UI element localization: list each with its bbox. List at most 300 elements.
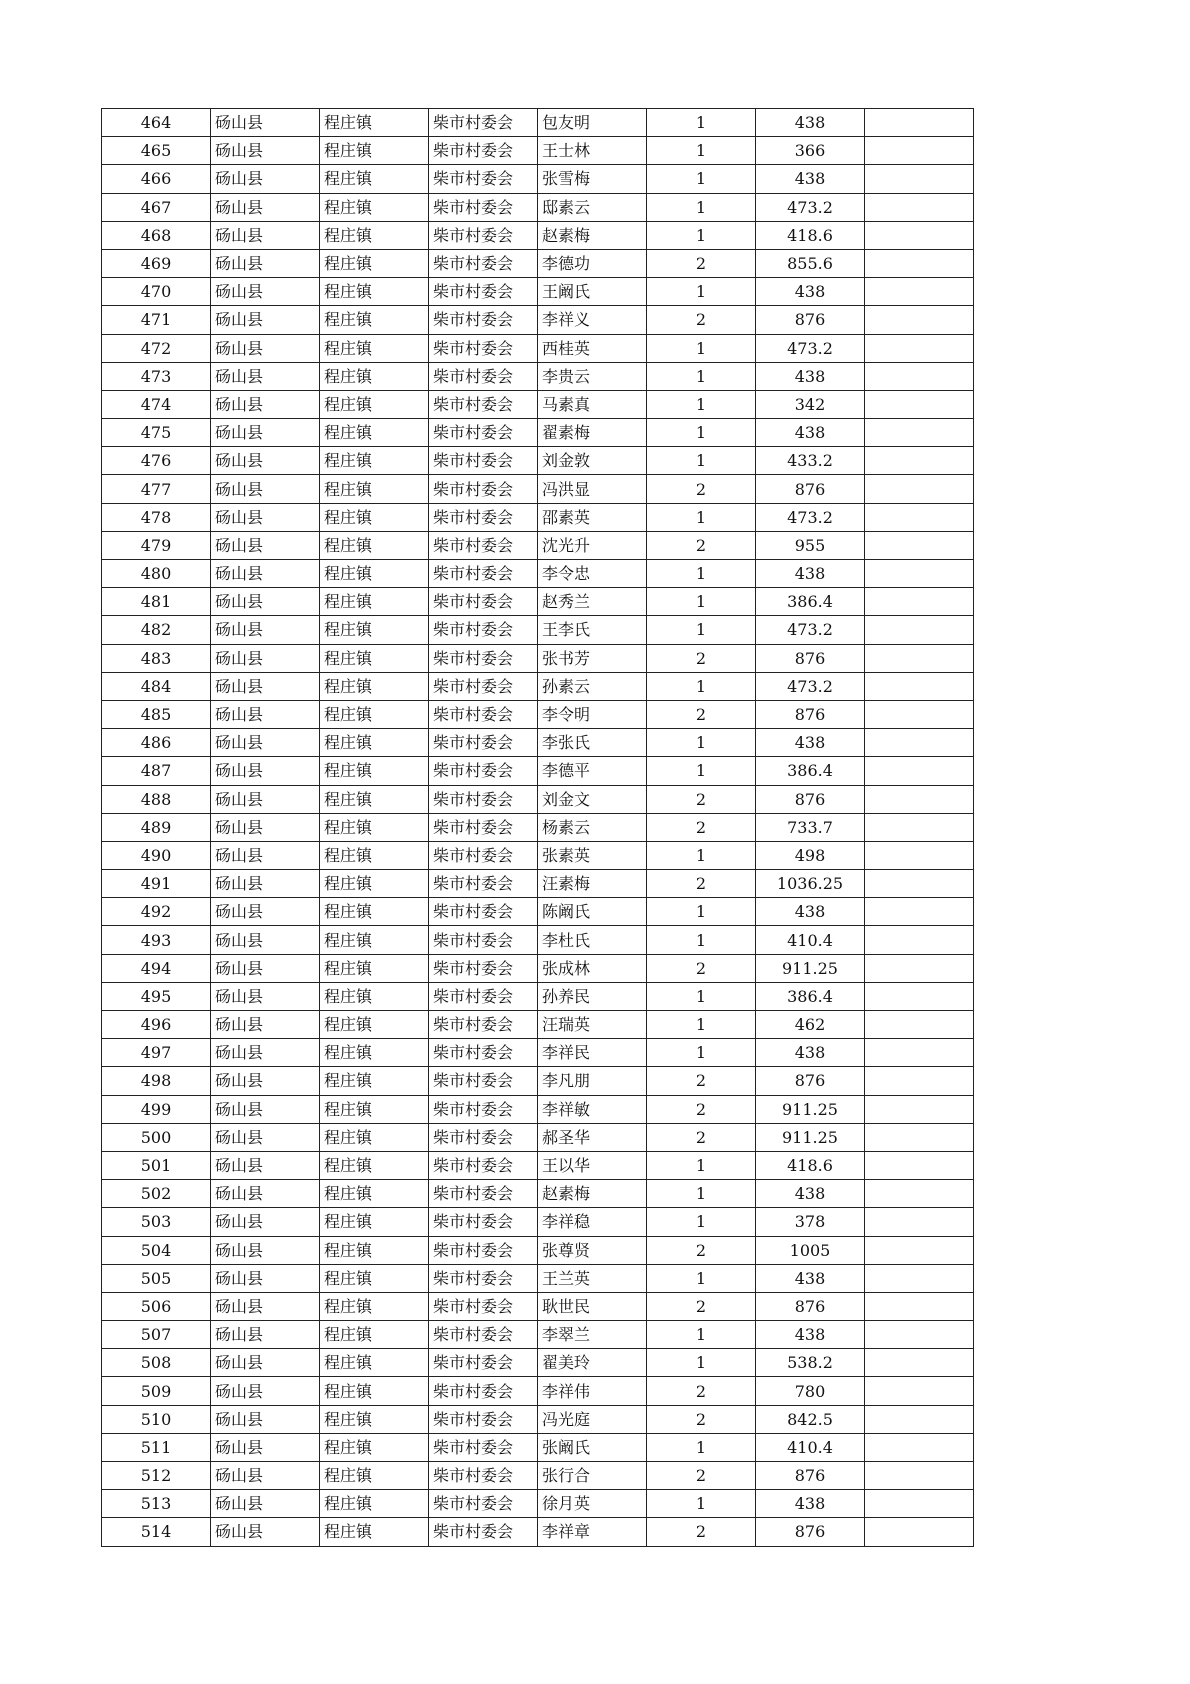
row-number-cell: 479 xyxy=(102,531,211,559)
table-row xyxy=(102,1151,974,1179)
amount-cell: 538.2 xyxy=(756,1349,865,1377)
town-cell: 程庄镇 xyxy=(320,1433,429,1461)
household-count-cell: 1 xyxy=(647,1349,756,1377)
household-count-cell: 1 xyxy=(647,447,756,475)
name-cell: 张尊贤 xyxy=(538,1236,647,1264)
household-count-cell: 1 xyxy=(647,362,756,390)
name-cell: 陈阚氏 xyxy=(538,898,647,926)
household-count-cell: 2 xyxy=(647,1518,756,1546)
name-cell: 赵秀兰 xyxy=(538,588,647,616)
amount-cell: 386.4 xyxy=(756,982,865,1010)
household-count-cell: 1 xyxy=(647,193,756,221)
name-cell: 沈光升 xyxy=(538,531,647,559)
row-number-cell: 505 xyxy=(102,1264,211,1292)
remark-cell xyxy=(865,982,974,1010)
household-count-cell: 1 xyxy=(647,165,756,193)
row-number-cell: 467 xyxy=(102,193,211,221)
row-number-cell: 495 xyxy=(102,982,211,1010)
row-number-cell: 506 xyxy=(102,1292,211,1320)
table-row xyxy=(102,785,974,813)
name-cell: 冯光庭 xyxy=(538,1405,647,1433)
county-cell: 砀山县 xyxy=(211,1123,320,1151)
town-cell: 程庄镇 xyxy=(320,1349,429,1377)
county-cell: 砀山县 xyxy=(211,870,320,898)
table-row xyxy=(102,841,974,869)
village-cell: 柴市村委会 xyxy=(429,588,538,616)
row-number-cell: 466 xyxy=(102,165,211,193)
remark-cell xyxy=(865,644,974,672)
village-cell: 柴市村委会 xyxy=(429,700,538,728)
row-number-cell: 504 xyxy=(102,1236,211,1264)
remark-cell xyxy=(865,221,974,249)
county-cell: 砀山县 xyxy=(211,813,320,841)
amount-cell: 1005 xyxy=(756,1236,865,1264)
village-cell: 柴市村委会 xyxy=(429,1095,538,1123)
table-row xyxy=(102,137,974,165)
amount-cell: 342 xyxy=(756,390,865,418)
household-count-cell: 2 xyxy=(647,475,756,503)
amount-cell: 876 xyxy=(756,1292,865,1320)
village-cell: 柴市村委会 xyxy=(429,813,538,841)
amount-cell: 473.2 xyxy=(756,672,865,700)
name-cell: 张书芳 xyxy=(538,644,647,672)
county-cell: 砀山县 xyxy=(211,1208,320,1236)
household-count-cell: 1 xyxy=(647,616,756,644)
household-count-cell: 1 xyxy=(647,982,756,1010)
remark-cell xyxy=(865,1095,974,1123)
village-cell: 柴市村委会 xyxy=(429,1264,538,1292)
remark-cell xyxy=(865,1377,974,1405)
town-cell: 程庄镇 xyxy=(320,1236,429,1264)
row-number-cell: 482 xyxy=(102,616,211,644)
town-cell: 程庄镇 xyxy=(320,137,429,165)
town-cell: 程庄镇 xyxy=(320,672,429,700)
town-cell: 程庄镇 xyxy=(320,813,429,841)
county-cell: 砀山县 xyxy=(211,306,320,334)
household-count-cell: 1 xyxy=(647,926,756,954)
amount-cell: 438 xyxy=(756,1180,865,1208)
remark-cell xyxy=(865,588,974,616)
county-cell: 砀山县 xyxy=(211,221,320,249)
row-number-cell: 486 xyxy=(102,729,211,757)
table-row xyxy=(102,1292,974,1320)
village-cell: 柴市村委会 xyxy=(429,1208,538,1236)
amount-cell: 842.5 xyxy=(756,1405,865,1433)
remark-cell xyxy=(865,109,974,137)
name-cell: 赵素梅 xyxy=(538,221,647,249)
row-number-cell: 508 xyxy=(102,1349,211,1377)
county-cell: 砀山县 xyxy=(211,390,320,418)
name-cell: 包友明 xyxy=(538,109,647,137)
table-row xyxy=(102,165,974,193)
town-cell: 程庄镇 xyxy=(320,785,429,813)
name-cell: 邸素云 xyxy=(538,193,647,221)
town-cell: 程庄镇 xyxy=(320,926,429,954)
town-cell: 程庄镇 xyxy=(320,1518,429,1546)
name-cell: 刘金文 xyxy=(538,785,647,813)
row-number-cell: 507 xyxy=(102,1321,211,1349)
county-cell: 砀山县 xyxy=(211,1490,320,1518)
amount-cell: 876 xyxy=(756,785,865,813)
name-cell: 王兰英 xyxy=(538,1264,647,1292)
household-count-cell: 2 xyxy=(647,1292,756,1320)
amount-cell: 438 xyxy=(756,1321,865,1349)
county-cell: 砀山县 xyxy=(211,193,320,221)
town-cell: 程庄镇 xyxy=(320,475,429,503)
name-cell: 李令明 xyxy=(538,700,647,728)
county-cell: 砀山县 xyxy=(211,1292,320,1320)
amount-cell: 473.2 xyxy=(756,503,865,531)
name-cell: 刘金敦 xyxy=(538,447,647,475)
county-cell: 砀山县 xyxy=(211,1236,320,1264)
row-number-cell: 501 xyxy=(102,1151,211,1179)
amount-cell: 438 xyxy=(756,560,865,588)
remark-cell xyxy=(865,1490,974,1518)
table-row xyxy=(102,503,974,531)
amount-cell: 876 xyxy=(756,644,865,672)
amount-cell: 473.2 xyxy=(756,616,865,644)
county-cell: 砀山县 xyxy=(211,1095,320,1123)
row-number-cell: 472 xyxy=(102,334,211,362)
household-count-cell: 2 xyxy=(647,813,756,841)
amount-cell: 911.25 xyxy=(756,954,865,982)
name-cell: 王李氏 xyxy=(538,616,647,644)
row-number-cell: 478 xyxy=(102,503,211,531)
remark-cell xyxy=(865,1039,974,1067)
name-cell: 李德平 xyxy=(538,757,647,785)
name-cell: 李德功 xyxy=(538,249,647,277)
remark-cell xyxy=(865,757,974,785)
household-count-cell: 2 xyxy=(647,1377,756,1405)
household-count-cell: 2 xyxy=(647,1123,756,1151)
county-cell: 砀山县 xyxy=(211,503,320,531)
town-cell: 程庄镇 xyxy=(320,1490,429,1518)
row-number-cell: 490 xyxy=(102,841,211,869)
name-cell: 李翠兰 xyxy=(538,1321,647,1349)
county-cell: 砀山县 xyxy=(211,926,320,954)
table-row xyxy=(102,870,974,898)
household-count-cell: 1 xyxy=(647,841,756,869)
table-row xyxy=(102,982,974,1010)
amount-cell: 876 xyxy=(756,1518,865,1546)
county-cell: 砀山县 xyxy=(211,1321,320,1349)
table-row xyxy=(102,1462,974,1490)
amount-cell: 366 xyxy=(756,137,865,165)
amount-cell: 876 xyxy=(756,475,865,503)
table-row xyxy=(102,278,974,306)
table-row xyxy=(102,1095,974,1123)
county-cell: 砀山县 xyxy=(211,419,320,447)
table-row xyxy=(102,1180,974,1208)
table-row xyxy=(102,334,974,362)
village-cell: 柴市村委会 xyxy=(429,137,538,165)
village-cell: 柴市村委会 xyxy=(429,729,538,757)
county-cell: 砀山县 xyxy=(211,362,320,390)
name-cell: 李杜氏 xyxy=(538,926,647,954)
household-count-cell: 1 xyxy=(647,109,756,137)
amount-cell: 462 xyxy=(756,1011,865,1039)
town-cell: 程庄镇 xyxy=(320,1208,429,1236)
name-cell: 张成林 xyxy=(538,954,647,982)
town-cell: 程庄镇 xyxy=(320,841,429,869)
name-cell: 孙素云 xyxy=(538,672,647,700)
town-cell: 程庄镇 xyxy=(320,531,429,559)
village-cell: 柴市村委会 xyxy=(429,898,538,926)
amount-cell: 876 xyxy=(756,1462,865,1490)
town-cell: 程庄镇 xyxy=(320,982,429,1010)
county-cell: 砀山县 xyxy=(211,1151,320,1179)
table-row xyxy=(102,1405,974,1433)
county-cell: 砀山县 xyxy=(211,109,320,137)
household-count-cell: 2 xyxy=(647,249,756,277)
remark-cell xyxy=(865,813,974,841)
town-cell: 程庄镇 xyxy=(320,419,429,447)
town-cell: 程庄镇 xyxy=(320,447,429,475)
table-row xyxy=(102,109,974,137)
amount-cell: 438 xyxy=(756,278,865,306)
row-number-cell: 474 xyxy=(102,390,211,418)
table-row xyxy=(102,616,974,644)
name-cell: 孙养民 xyxy=(538,982,647,1010)
name-cell: 王以华 xyxy=(538,1151,647,1179)
town-cell: 程庄镇 xyxy=(320,1292,429,1320)
county-cell: 砀山县 xyxy=(211,954,320,982)
village-cell: 柴市村委会 xyxy=(429,841,538,869)
table-row xyxy=(102,672,974,700)
remark-cell xyxy=(865,560,974,588)
remark-cell xyxy=(865,447,974,475)
table-row xyxy=(102,221,974,249)
data-table xyxy=(101,108,974,1547)
household-count-cell: 1 xyxy=(647,1011,756,1039)
remark-cell xyxy=(865,1462,974,1490)
household-count-cell: 1 xyxy=(647,137,756,165)
town-cell: 程庄镇 xyxy=(320,954,429,982)
name-cell: 李祥义 xyxy=(538,306,647,334)
row-number-cell: 514 xyxy=(102,1518,211,1546)
amount-cell: 1036.25 xyxy=(756,870,865,898)
household-count-cell: 2 xyxy=(647,1067,756,1095)
remark-cell xyxy=(865,1151,974,1179)
household-count-cell: 2 xyxy=(647,644,756,672)
remark-cell xyxy=(865,503,974,531)
row-number-cell: 513 xyxy=(102,1490,211,1518)
village-cell: 柴市村委会 xyxy=(429,334,538,362)
amount-cell: 911.25 xyxy=(756,1095,865,1123)
village-cell: 柴市村委会 xyxy=(429,1039,538,1067)
row-number-cell: 471 xyxy=(102,306,211,334)
town-cell: 程庄镇 xyxy=(320,898,429,926)
row-number-cell: 465 xyxy=(102,137,211,165)
town-cell: 程庄镇 xyxy=(320,362,429,390)
amount-cell: 438 xyxy=(756,1039,865,1067)
remark-cell xyxy=(865,898,974,926)
county-cell: 砀山县 xyxy=(211,249,320,277)
remark-cell xyxy=(865,1208,974,1236)
remark-cell xyxy=(865,954,974,982)
name-cell: 李祥民 xyxy=(538,1039,647,1067)
amount-cell: 498 xyxy=(756,841,865,869)
county-cell: 砀山县 xyxy=(211,982,320,1010)
town-cell: 程庄镇 xyxy=(320,165,429,193)
remark-cell xyxy=(865,419,974,447)
household-count-cell: 1 xyxy=(647,729,756,757)
remark-cell xyxy=(865,672,974,700)
name-cell: 徐月英 xyxy=(538,1490,647,1518)
table-row xyxy=(102,1490,974,1518)
name-cell: 李祥伟 xyxy=(538,1377,647,1405)
table-row xyxy=(102,1123,974,1151)
village-cell: 柴市村委会 xyxy=(429,221,538,249)
village-cell: 柴市村委会 xyxy=(429,249,538,277)
table-row xyxy=(102,954,974,982)
household-count-cell: 1 xyxy=(647,503,756,531)
town-cell: 程庄镇 xyxy=(320,1151,429,1179)
row-number-cell: 468 xyxy=(102,221,211,249)
town-cell: 程庄镇 xyxy=(320,334,429,362)
county-cell: 砀山县 xyxy=(211,1377,320,1405)
village-cell: 柴市村委会 xyxy=(429,1405,538,1433)
table-row xyxy=(102,249,974,277)
county-cell: 砀山县 xyxy=(211,672,320,700)
row-number-cell: 484 xyxy=(102,672,211,700)
household-count-cell: 1 xyxy=(647,1264,756,1292)
name-cell: 李张氏 xyxy=(538,729,647,757)
name-cell: 邵素英 xyxy=(538,503,647,531)
amount-cell: 438 xyxy=(756,898,865,926)
amount-cell: 438 xyxy=(756,1264,865,1292)
county-cell: 砀山县 xyxy=(211,1039,320,1067)
remark-cell xyxy=(865,926,974,954)
name-cell: 李令忠 xyxy=(538,560,647,588)
town-cell: 程庄镇 xyxy=(320,1039,429,1067)
remark-cell xyxy=(865,841,974,869)
amount-cell: 386.4 xyxy=(756,588,865,616)
town-cell: 程庄镇 xyxy=(320,278,429,306)
row-number-cell: 500 xyxy=(102,1123,211,1151)
table-row xyxy=(102,390,974,418)
village-cell: 柴市村委会 xyxy=(429,475,538,503)
village-cell: 柴市村委会 xyxy=(429,1180,538,1208)
village-cell: 柴市村委会 xyxy=(429,1236,538,1264)
household-count-cell: 1 xyxy=(647,757,756,785)
village-cell: 柴市村委会 xyxy=(429,306,538,334)
town-cell: 程庄镇 xyxy=(320,644,429,672)
county-cell: 砀山县 xyxy=(211,644,320,672)
row-number-cell: 502 xyxy=(102,1180,211,1208)
table-row xyxy=(102,1377,974,1405)
household-count-cell: 1 xyxy=(647,560,756,588)
row-number-cell: 477 xyxy=(102,475,211,503)
town-cell: 程庄镇 xyxy=(320,221,429,249)
remark-cell xyxy=(865,1405,974,1433)
table-row xyxy=(102,757,974,785)
row-number-cell: 475 xyxy=(102,419,211,447)
household-count-cell: 2 xyxy=(647,700,756,728)
household-count-cell: 1 xyxy=(647,1208,756,1236)
remark-cell xyxy=(865,475,974,503)
name-cell: 郝圣华 xyxy=(538,1123,647,1151)
county-cell: 砀山县 xyxy=(211,1011,320,1039)
county-cell: 砀山县 xyxy=(211,137,320,165)
table-row xyxy=(102,1236,974,1264)
town-cell: 程庄镇 xyxy=(320,1377,429,1405)
table-row xyxy=(102,362,974,390)
remark-cell xyxy=(865,1011,974,1039)
town-cell: 程庄镇 xyxy=(320,1321,429,1349)
name-cell: 李祥稳 xyxy=(538,1208,647,1236)
village-cell: 柴市村委会 xyxy=(429,278,538,306)
amount-cell: 780 xyxy=(756,1377,865,1405)
table-row xyxy=(102,531,974,559)
row-number-cell: 464 xyxy=(102,109,211,137)
village-cell: 柴市村委会 xyxy=(429,926,538,954)
town-cell: 程庄镇 xyxy=(320,560,429,588)
remark-cell xyxy=(865,306,974,334)
row-number-cell: 509 xyxy=(102,1377,211,1405)
amount-cell: 438 xyxy=(756,729,865,757)
household-count-cell: 1 xyxy=(647,278,756,306)
remark-cell xyxy=(865,616,974,644)
amount-cell: 911.25 xyxy=(756,1123,865,1151)
village-cell: 柴市村委会 xyxy=(429,362,538,390)
remark-cell xyxy=(865,278,974,306)
county-cell: 砀山县 xyxy=(211,1462,320,1490)
town-cell: 程庄镇 xyxy=(320,1405,429,1433)
name-cell: 杨素云 xyxy=(538,813,647,841)
table-row xyxy=(102,1039,974,1067)
county-cell: 砀山县 xyxy=(211,560,320,588)
household-count-cell: 1 xyxy=(647,672,756,700)
county-cell: 砀山县 xyxy=(211,1180,320,1208)
row-number-cell: 489 xyxy=(102,813,211,841)
name-cell: 张素英 xyxy=(538,841,647,869)
town-cell: 程庄镇 xyxy=(320,390,429,418)
name-cell: 李祥敏 xyxy=(538,1095,647,1123)
name-cell: 汪瑞英 xyxy=(538,1011,647,1039)
town-cell: 程庄镇 xyxy=(320,1462,429,1490)
table-row xyxy=(102,193,974,221)
remark-cell xyxy=(865,334,974,362)
village-cell: 柴市村委会 xyxy=(429,1518,538,1546)
household-count-cell: 1 xyxy=(647,1321,756,1349)
remark-cell xyxy=(865,1518,974,1546)
town-cell: 程庄镇 xyxy=(320,1067,429,1095)
village-cell: 柴市村委会 xyxy=(429,193,538,221)
county-cell: 砀山县 xyxy=(211,278,320,306)
table-row xyxy=(102,898,974,926)
village-cell: 柴市村委会 xyxy=(429,1123,538,1151)
household-count-cell: 2 xyxy=(647,785,756,813)
remark-cell xyxy=(865,1292,974,1320)
name-cell: 张雪梅 xyxy=(538,165,647,193)
table-row xyxy=(102,1433,974,1461)
table-row xyxy=(102,1208,974,1236)
remark-cell xyxy=(865,1180,974,1208)
amount-cell: 955 xyxy=(756,531,865,559)
row-number-cell: 497 xyxy=(102,1039,211,1067)
household-count-cell: 1 xyxy=(647,390,756,418)
remark-cell xyxy=(865,249,974,277)
village-cell: 柴市村委会 xyxy=(429,757,538,785)
amount-cell: 410.4 xyxy=(756,1433,865,1461)
county-cell: 砀山县 xyxy=(211,1433,320,1461)
village-cell: 柴市村委会 xyxy=(429,616,538,644)
row-number-cell: 510 xyxy=(102,1405,211,1433)
remark-cell xyxy=(865,390,974,418)
row-number-cell: 496 xyxy=(102,1011,211,1039)
amount-cell: 733.7 xyxy=(756,813,865,841)
